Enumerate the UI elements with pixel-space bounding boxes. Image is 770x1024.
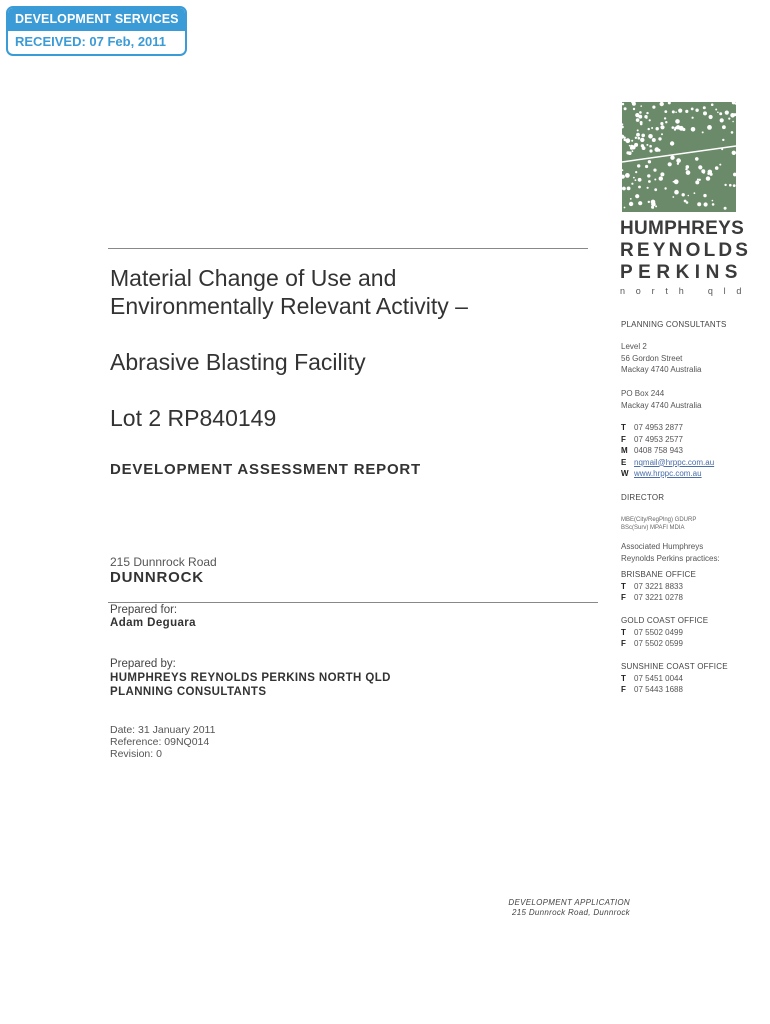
firm-contacts: [621, 422, 714, 480]
office-phone-row: [621, 673, 728, 685]
logo-dot: [712, 200, 714, 202]
office-fax: 07 3221 0278: [634, 593, 683, 602]
logo-dot: [630, 146, 633, 149]
logo-dot: [648, 160, 651, 163]
logo-dot: [668, 162, 672, 166]
office-phone: 07 5502 0499: [634, 627, 683, 637]
prepared-for-name: Adam Deguara: [110, 617, 196, 629]
logo-dot: [658, 137, 661, 140]
logo-dot: [648, 180, 651, 183]
logo-dot: [661, 133, 663, 135]
contact-value: 07 4953 2577: [634, 434, 683, 444]
contact-row-fax: [621, 434, 714, 446]
logo-dot: [625, 138, 630, 143]
prepared-by-line-1: HUMPHREYS REYNOLDS PERKINS NORTH QLD: [110, 672, 391, 684]
logo-dot: [635, 179, 637, 181]
logo-dot: [635, 171, 637, 173]
logo-dot: [656, 127, 659, 130]
logo-dot: [640, 105, 642, 107]
logo-dot: [672, 126, 675, 129]
fax-key: F: [621, 639, 626, 648]
brand-name-reynolds: REYNOLDS: [620, 240, 752, 261]
footer-line-2: 215 Dunnrock Road, Dunnrock: [512, 908, 630, 917]
prepared-for-label: Prepared for:: [110, 604, 178, 616]
logo-dot: [649, 145, 652, 148]
logo-dot: [652, 207, 654, 209]
logo-dot: [633, 108, 635, 110]
contact-key: E: [621, 457, 627, 467]
logo-dot: [629, 145, 631, 147]
logo-dot: [686, 170, 691, 175]
logo-dot: [639, 111, 642, 114]
logo-dot: [702, 131, 704, 133]
logo-dot: [685, 168, 687, 170]
logo-dot: [706, 176, 710, 180]
site-address: 215 Dunnrock Road: [110, 555, 217, 569]
director-quals-line-1: MBE(City/RegPlng) GDURP: [621, 517, 697, 523]
office-phone: 07 3221 8833: [634, 581, 683, 591]
logo-dot: [712, 203, 715, 206]
logo-dot: [670, 156, 674, 160]
logo-dot: [688, 195, 690, 197]
logo-dot: [635, 137, 637, 139]
logo-dot: [674, 190, 679, 195]
logo-dot: [655, 205, 657, 207]
logo-dot: [664, 187, 666, 189]
document-reference: Reference: 09NQ014: [110, 736, 210, 748]
director-quals-line-2: BSc(Surv) MPAFI MDIA: [621, 525, 685, 531]
logo-dot: [660, 122, 663, 125]
logo-dot: [631, 140, 633, 142]
title-line-1: Material Change of Use and: [110, 265, 397, 291]
logo-dot: [695, 109, 698, 112]
logo-dot: [672, 110, 675, 113]
logo-dot: [725, 111, 729, 115]
associated-practices: [621, 541, 720, 564]
brand-region: north qld: [620, 286, 753, 296]
contact-key: W: [621, 469, 629, 478]
logo-dot: [731, 131, 734, 134]
site-locality: DUNNROCK: [110, 569, 204, 586]
logo-dot: [678, 109, 682, 113]
logo-dot: [659, 176, 663, 180]
logo-dot: [630, 198, 632, 200]
office-phone-row: [621, 581, 696, 593]
logo-dot: [647, 174, 650, 177]
office-phone-row: [621, 627, 708, 639]
fax-key: F: [621, 593, 626, 602]
office-gold-coast: [621, 615, 708, 650]
document-revision: Revision: 0: [110, 748, 162, 760]
phone-key: T: [621, 673, 626, 683]
logo-dot: [660, 102, 664, 106]
logo-dot: [670, 141, 674, 145]
logo-dot: [624, 207, 626, 209]
associated-line-2: Reynolds Perkins practices:: [621, 553, 720, 563]
logo-dot: [709, 115, 713, 119]
logo-dot: [704, 202, 708, 206]
report-type: DEVELOPMENT ASSESSMENT REPORT: [110, 461, 422, 478]
office-fax-row: [621, 684, 728, 696]
logo-dot: [638, 186, 641, 189]
footer-line-1: DEVELOPMENT APPLICATION: [508, 898, 630, 907]
director-heading: DIRECTOR: [621, 493, 665, 502]
firm-address: [621, 341, 702, 376]
office-fax: 07 5443 1688: [634, 685, 683, 694]
logo-dot: [717, 112, 719, 114]
logo-dot: [632, 150, 634, 152]
logo-dot: [648, 134, 653, 139]
office-brisbane: [621, 569, 696, 604]
contact-key: F: [621, 434, 626, 444]
logo-dot: [627, 187, 631, 191]
brand-name-humphreys: HUMPHREYS: [620, 218, 745, 239]
contact-value: 07 4953 2877: [634, 423, 683, 432]
logo-dot: [715, 109, 717, 111]
logo-dot: [697, 202, 701, 206]
contact-key: T: [621, 423, 626, 432]
contact-row-mobile: [621, 445, 714, 457]
document-date: Date: 31 January 2011: [110, 724, 216, 736]
logo-dot: [715, 166, 719, 170]
stamp-received-date: 07 Feb, 2011: [89, 34, 167, 49]
logo-dot: [695, 180, 699, 184]
logo-dot: [703, 194, 706, 197]
logo-dot: [694, 192, 696, 194]
logo-dot: [641, 134, 645, 138]
logo-dot: [645, 165, 648, 168]
address-line-2: 56 Gordon Street: [621, 353, 683, 363]
logo-dot: [682, 128, 685, 131]
received-stamp: [6, 6, 187, 56]
website-link[interactable]: www.hrppc.com.au: [634, 469, 702, 478]
prepared-by-label: Prepared by:: [110, 658, 176, 670]
logo-dot: [711, 103, 714, 106]
phone-key: T: [621, 627, 626, 637]
logo-dot: [646, 144, 648, 146]
logo-dot: [638, 201, 642, 205]
logo-dot: [636, 133, 640, 137]
office-phone: 07 5451 0044: [634, 673, 683, 683]
logo-dot: [674, 128, 676, 130]
brand-name-perkins: PERKINS: [620, 262, 743, 283]
logo-dot: [685, 110, 688, 113]
fax-key: F: [621, 685, 626, 694]
logo-dot: [708, 170, 713, 175]
firm-po-box: [621, 388, 702, 411]
logo-dot: [652, 106, 655, 109]
address-line-1: Level 2: [621, 342, 647, 351]
stamp-received: [8, 31, 185, 53]
page-footer: [500, 898, 630, 918]
logo-dot: [672, 196, 674, 198]
logo-dot: [729, 184, 732, 187]
contact-row-email: [621, 457, 714, 469]
logo-dot: [732, 121, 734, 123]
logo-dot: [724, 184, 726, 186]
logo-dot: [635, 194, 639, 198]
logo-dot: [674, 179, 679, 184]
logo-dot: [698, 165, 702, 169]
logo-dot: [647, 187, 649, 189]
office-name: SUNSHINE COAST OFFICE: [621, 662, 728, 671]
logo-dot: [638, 137, 641, 140]
logo-dot: [660, 172, 664, 176]
firm-heading: PLANNING CONSULTANTS: [621, 320, 727, 329]
logo-dot: [624, 107, 627, 110]
logo-dot: [653, 169, 656, 172]
logo-dot: [628, 151, 632, 155]
logo-dot: [732, 151, 736, 155]
office-fax-row: [621, 592, 696, 604]
phone-key: T: [621, 581, 626, 591]
logo-dot: [640, 121, 643, 124]
office-sunshine-coast: [621, 661, 728, 696]
stamp-title: DEVELOPMENT SERVICES: [8, 8, 185, 31]
logo-dot: [686, 201, 689, 204]
office-name: GOLD COAST OFFICE: [621, 616, 709, 625]
stamp-received-label: RECEIVED:: [15, 34, 86, 49]
logo-dot: [638, 115, 642, 119]
logo-dot: [701, 169, 705, 173]
contact-row-web: [621, 468, 714, 480]
logo-dot: [728, 118, 730, 120]
associated-line-1: Associated Humphreys: [621, 542, 704, 551]
logo-dot: [624, 139, 627, 142]
po-line-1: PO Box 244: [621, 389, 665, 398]
logo-dot: [703, 111, 707, 115]
logo-dot: [646, 117, 648, 119]
po-line-2: Mackay 4740 Australia: [621, 400, 702, 410]
logo-dot: [697, 179, 699, 181]
contact-key: M: [621, 446, 628, 455]
logo-dot: [664, 110, 667, 113]
logo-dot: [652, 138, 656, 142]
logo-dot: [648, 201, 650, 203]
logo-dot: [622, 187, 626, 191]
title-line-2: Environmentally Relevant Activity –: [110, 293, 468, 319]
office-fax-row: [621, 638, 708, 650]
contact-value: 0408 758 943: [634, 446, 683, 455]
logo-dot: [641, 144, 644, 147]
logo-dot: [682, 193, 685, 196]
logo-dot: [699, 179, 701, 181]
logo-dot: [719, 112, 722, 115]
logo-dot: [707, 125, 712, 130]
contact-row-phone: [621, 422, 714, 434]
logo-dot: [722, 139, 724, 141]
logo-dot: [722, 125, 726, 129]
logo-dot: [676, 158, 681, 163]
logo-dot: [625, 173, 630, 178]
logo-dot: [724, 207, 727, 210]
logo-dot: [629, 202, 633, 206]
logo-dot: [638, 178, 642, 182]
prepared-by-line-2: PLANNING CONSULTANTS: [110, 686, 267, 698]
email-link[interactable]: nqmail@hrppc.com.au: [634, 457, 715, 467]
title-line-3: Abrasive Blasting Facility: [110, 349, 366, 375]
logo-dot: [733, 184, 736, 187]
logo-dot: [660, 125, 664, 129]
logo-dot: [655, 147, 660, 152]
logo-dot: [633, 177, 635, 179]
logo-dot: [675, 111, 677, 113]
title-divider: [108, 248, 588, 249]
logo-dot: [675, 119, 680, 124]
logo-dot: [692, 117, 694, 119]
logo-dot: [648, 128, 650, 130]
title-line-4: Lot 2 RP840149: [110, 405, 277, 431]
logo-dot: [646, 112, 648, 114]
logo-dot: [703, 106, 706, 109]
logo-dot: [695, 157, 699, 161]
logo-dot: [691, 127, 696, 132]
company-logo: [622, 102, 736, 212]
logo-dot: [636, 118, 640, 122]
director-qualifications: [621, 516, 696, 532]
logo-dot: [665, 121, 667, 123]
logo-dot: [649, 119, 651, 121]
logo-dot: [654, 179, 656, 181]
office-name: BRISBANE OFFICE: [621, 570, 697, 579]
office-fax: 07 5502 0599: [634, 639, 683, 648]
logo-dot: [637, 129, 639, 131]
logo-dot: [719, 164, 721, 166]
logo-dot: [654, 188, 657, 191]
logo-dot: [691, 108, 694, 111]
logo-dot: [720, 118, 724, 122]
document-meta: [110, 724, 215, 760]
logo-dot: [631, 183, 633, 185]
logo-dot: [640, 138, 644, 142]
logo-dot: [651, 127, 653, 129]
logo-dot: [651, 200, 656, 205]
logo-dot-pattern: [622, 102, 736, 212]
logo-dot: [637, 164, 640, 167]
logo-dot: [649, 149, 652, 152]
address-line-3: Mackay 4740 Australia: [621, 365, 702, 374]
locality-divider: [108, 602, 598, 603]
logo-dot: [664, 117, 666, 119]
